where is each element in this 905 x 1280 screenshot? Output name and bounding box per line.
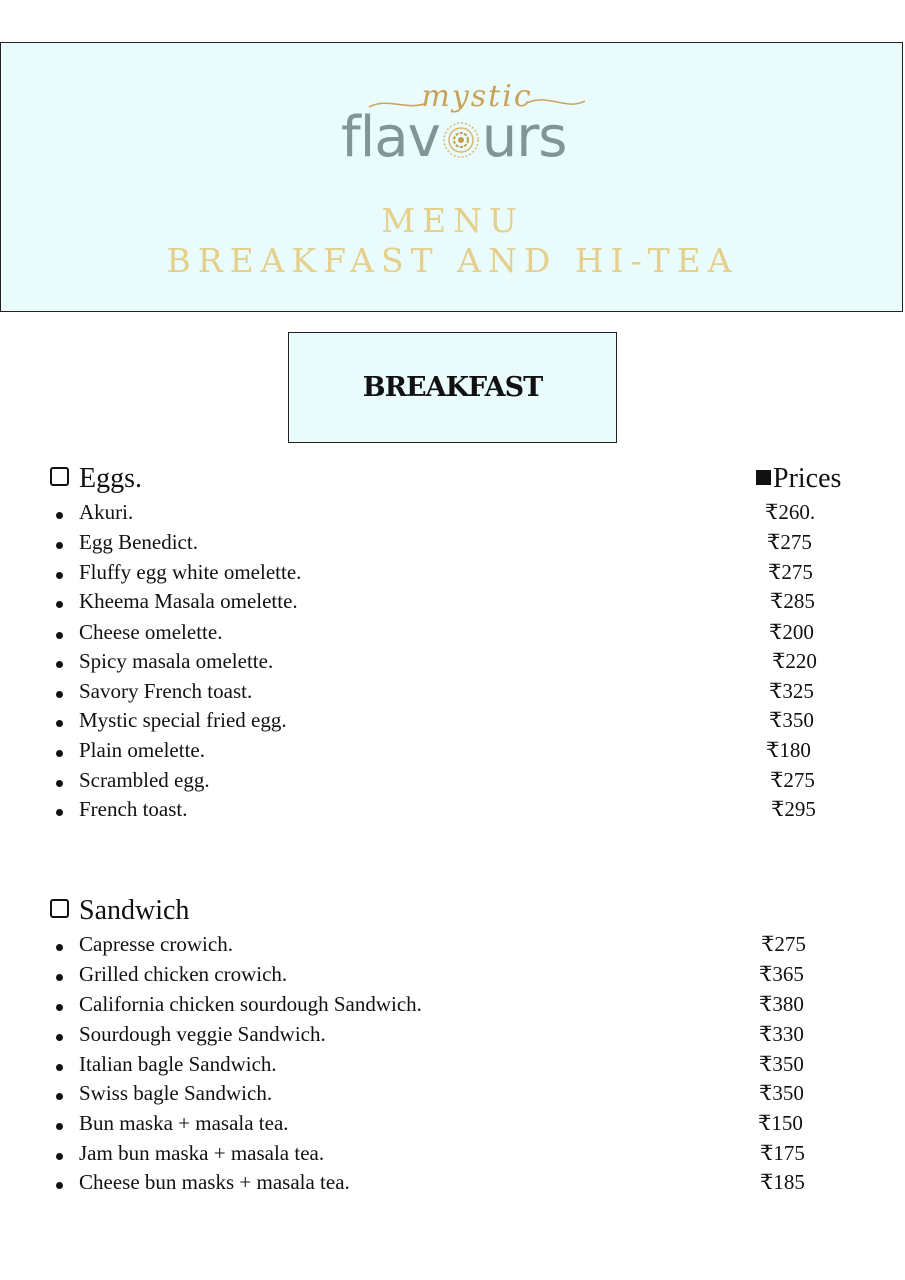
bullet-icon: [56, 1182, 63, 1189]
item-name: Akuri.: [79, 500, 134, 524]
square-bullet-icon: [756, 470, 771, 485]
eggs-heading-label: Eggs.: [79, 463, 142, 494]
bullet-icon: [56, 809, 63, 816]
item-name: Cheese omelette.: [79, 620, 223, 644]
item-price: ₹350: [759, 1081, 804, 1105]
item-price: ₹275: [770, 768, 815, 792]
list-item: [52, 679, 872, 707]
sandwich-heading: [50, 895, 189, 927]
item-price: ₹220: [772, 649, 817, 673]
item-name: Swiss bagle Sandwich.: [79, 1081, 273, 1105]
list-item: [52, 560, 872, 588]
list-item: [52, 1141, 872, 1169]
list-item: [52, 1052, 872, 1080]
list-item: [52, 500, 872, 528]
item-name: Bun maska + masala tea.: [79, 1111, 289, 1135]
bullet-icon: [56, 1093, 63, 1100]
bullet-icon: [56, 542, 63, 549]
bullet-icon: [56, 691, 63, 698]
bullet-icon: [56, 750, 63, 757]
item-name: Grilled chicken crowich.: [79, 962, 288, 986]
bullet-icon: [56, 1153, 63, 1160]
item-price: ₹365: [759, 962, 804, 986]
item-price: ₹180: [766, 738, 811, 762]
bullet-icon: [56, 1034, 63, 1041]
item-name: Jam bun maska + masala tea.: [79, 1141, 325, 1165]
item-price: ₹350: [769, 708, 814, 732]
bullet-icon: [56, 974, 63, 981]
item-price: ₹275: [768, 560, 813, 584]
menu-subtitle: BREAKFAST AND HI-TEA: [166, 241, 739, 280]
item-price: ₹325: [769, 679, 814, 703]
item-name: Sourdough veggie Sandwich.: [79, 1022, 326, 1046]
sandwich-heading-label: Sandwich: [79, 895, 190, 926]
item-name: Scrambled egg.: [79, 768, 210, 792]
item-price: ₹200: [769, 620, 814, 644]
logo-bottom-left: flav: [341, 105, 440, 170]
item-name: Savory French toast.: [79, 679, 253, 703]
list-item: [52, 797, 872, 825]
item-price: ₹350: [759, 1052, 804, 1076]
item-price: ₹150: [758, 1111, 803, 1135]
mandala-icon: [441, 120, 481, 160]
item-price: ₹330: [759, 1022, 804, 1046]
bullet-icon: [56, 780, 63, 787]
checkbox-icon: [50, 467, 69, 486]
item-price: ₹185: [760, 1170, 805, 1194]
list-item: [52, 1111, 872, 1139]
bullet-icon: [56, 661, 63, 668]
item-name: Kheema Masala omelette.: [79, 589, 298, 613]
logo-bottom-right: urs: [481, 105, 567, 170]
list-item: [52, 992, 872, 1020]
item-price: ₹260.: [765, 500, 816, 524]
bullet-icon: [56, 572, 63, 579]
bullet-icon: [56, 601, 63, 608]
list-item: [52, 589, 872, 617]
item-name: California chicken sourdough Sandwich.: [79, 992, 422, 1016]
item-price: ₹175: [760, 1141, 805, 1165]
item-name: Cheese bun masks + masala tea.: [79, 1170, 350, 1194]
item-name: French toast.: [79, 797, 188, 821]
list-item: [52, 962, 872, 990]
item-price: ₹285: [770, 589, 815, 613]
logo-top-text: mystic: [421, 79, 533, 114]
item-name: Egg Benedict.: [79, 530, 198, 554]
section-title: BREAKFAST: [362, 372, 543, 403]
bullet-icon: [56, 944, 63, 951]
item-price: ₹275: [761, 932, 806, 956]
item-price: ₹295: [771, 797, 816, 821]
item-name: Italian bagle Sandwich.: [79, 1052, 277, 1076]
bullet-icon: [56, 1123, 63, 1130]
menu-header: [0, 42, 903, 312]
list-item: [52, 1081, 872, 1109]
bullet-icon: [56, 720, 63, 727]
section-title-box: [288, 332, 617, 443]
list-item: [52, 932, 872, 960]
list-item: [52, 649, 872, 677]
item-name: Mystic special fried egg.: [79, 708, 287, 732]
logo-bottom-text: [341, 105, 566, 170]
menu-title: MENU: [381, 201, 524, 240]
list-item: [52, 768, 872, 796]
item-name: Capresse crowich.: [79, 932, 233, 956]
item-name: Fluffy egg white omelette.: [79, 560, 302, 584]
item-name: Spicy masala omelette.: [79, 649, 274, 673]
list-item: [52, 738, 872, 766]
eggs-heading: [50, 463, 142, 495]
item-price: ₹275: [767, 530, 812, 554]
bullet-icon: [56, 632, 63, 639]
item-price: ₹380: [759, 992, 804, 1016]
checkbox-icon: [50, 899, 69, 918]
brand-logo: [337, 79, 607, 179]
item-name: Plain omelette.: [79, 738, 205, 762]
list-item: [52, 1170, 872, 1198]
bullet-icon: [56, 512, 63, 519]
list-item: [52, 530, 872, 558]
prices-heading-label: Prices: [773, 463, 842, 494]
list-item: [52, 708, 872, 736]
bullet-icon: [56, 1064, 63, 1071]
list-item: [52, 620, 872, 648]
list-item: [52, 1022, 872, 1050]
bullet-icon: [56, 1004, 63, 1011]
prices-heading: [756, 463, 841, 495]
